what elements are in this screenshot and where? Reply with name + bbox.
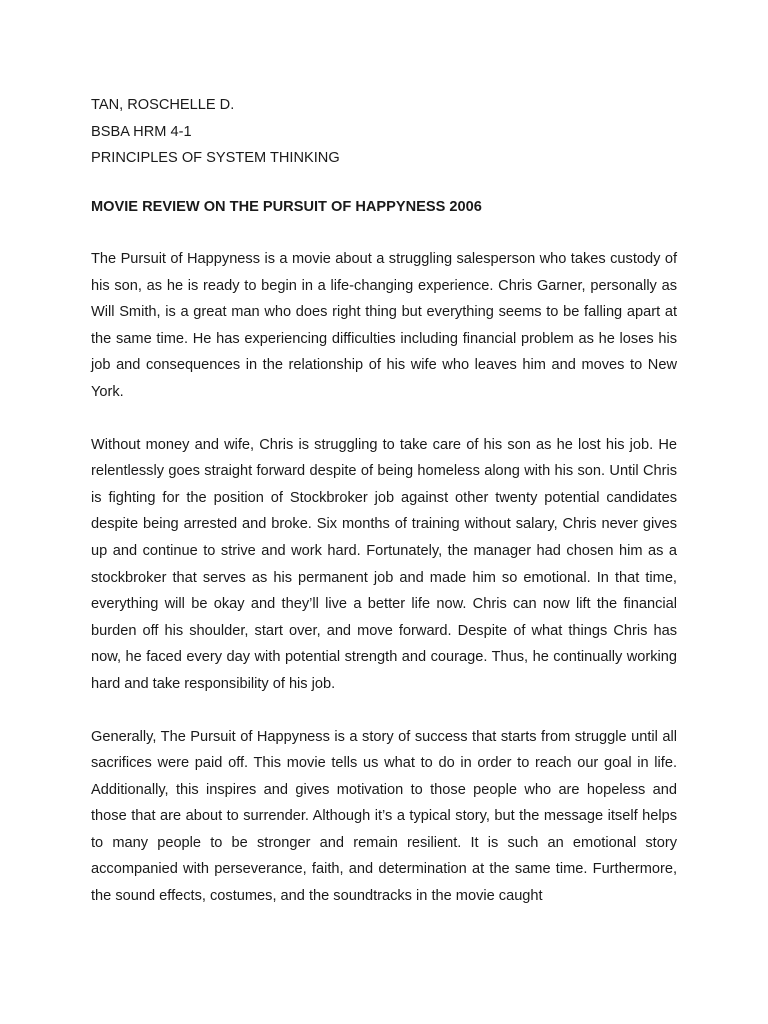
paragraph-1: The Pursuit of Happyness is a movie about a struggling salesperson who takes custody of his son, as he is ready to begin in a life-changing experience. Chris Garner, personally as Will Smith, is a great man who does right thing but everything seems to be falling apart at the same time. He has experiencing difficulties including financial problem as he loses his job and consequences in the relationship of his wife who leaves him and moves to New York. bbox=[91, 251, 677, 400]
course-section: BSBA HRM 4-1 bbox=[91, 123, 192, 140]
paragraph-3: Generally, The Pursuit of Happyness is a story of success that starts from struggle until all sacrifices were paid off. This movie tells us what to do in order to reach our goal in life. Additionally, this inspires and gives motivation to those people who are hopeless and those that are about to surrender. Although it’s a typical story, but the message itself helps to many people to be stronger and remain resilient. It is such an emotional story accompanied with perseverance, faith, and determination at the same time. Furthermore, the sound effects, costumes, and the soundtracks in the movie caught bbox=[91, 728, 677, 905]
course-title: PRINCIPLES OF SYSTEM THINKING bbox=[91, 150, 340, 166]
paragraph-2: Without money and wife, Chris is struggling to take care of his son as he lost his job. He relentlessly goes straight forward despite of being homeless along with his son. Until Chris is fighting for the position of Stockbroker job against other twenty potential candidates despite being arrested and broke. Six months of training without salary, Chris never gives up and continue to strive and work hard. Fortunately, the manager had chosen him as a stockbroker that serves as his permanent job and made him so emotional. In that time, everything will be okay and they’ll live a better life now. Chris can now lift the financial burden off his shoulder, start over, and move forward. Despite of what things Chris has now, he faced every day with potential strength and courage. Thus, he continually working hard and take responsibility of his job. bbox=[91, 436, 677, 692]
author-name: TAN, ROSCHELLE D. bbox=[91, 97, 235, 113]
document-title: MOVIE REVIEW ON THE PURSUIT OF HAPPYNESS 2006 bbox=[91, 198, 482, 215]
document-body bbox=[91, 92, 677, 910]
